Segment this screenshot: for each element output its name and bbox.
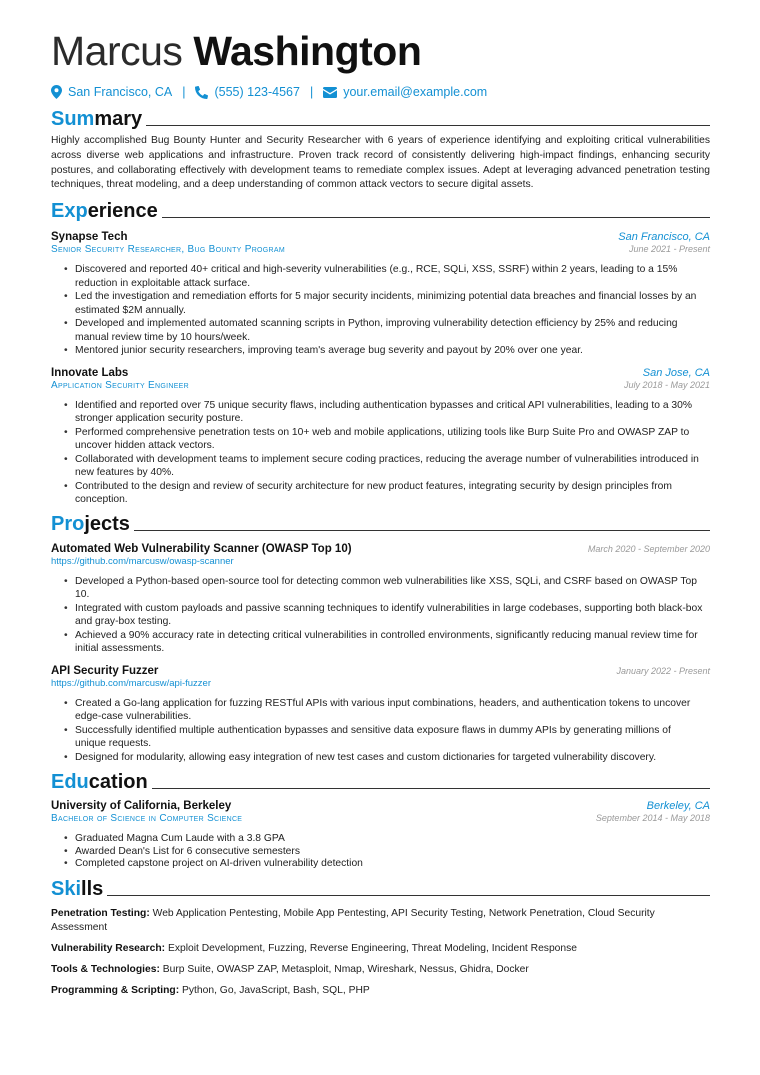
bullet-item: • Collaborated with development teams to implement secure coding practices, reducing the average number of vulnerabilities introduced in new features by 40%. xyxy=(75,453,710,480)
experience-entry xyxy=(51,231,710,358)
section-divider xyxy=(107,895,710,896)
entry-location: San Francisco, CA xyxy=(618,231,710,244)
contact-phone[interactable] xyxy=(195,85,299,99)
bullet-item: • Mentored junior security researchers, improving team's average bug severity and payout by 20% over one year. xyxy=(75,344,710,358)
entry-dates: March 2020 - September 2020 xyxy=(587,543,710,554)
project-entry xyxy=(51,543,710,656)
bullet-item: • Integrated with custom payloads and passive scanning techniques to identify vulnerabilities in large codebases, supporting both black-box and gray-box testing. xyxy=(75,602,710,629)
map-marker-icon xyxy=(51,85,62,99)
section-title: Education xyxy=(51,771,148,794)
skill-category: Tools & Technologies: xyxy=(51,964,160,976)
bullet-item: • Completed capstone project on AI-driven vulnerability detection xyxy=(75,858,710,871)
last-name: Washington xyxy=(193,28,422,74)
skill-row xyxy=(51,907,710,937)
bullet-item: • Achieved a 90% accuracy rate in detecting critical vulnerabilities in controlled environments, significantly reducing manual review time for initial assessments. xyxy=(75,629,710,656)
section-title: Projects xyxy=(51,512,130,535)
bullet-list xyxy=(51,399,710,507)
entry-dates: July 2018 - May 2021 xyxy=(623,379,710,390)
experience-entry xyxy=(51,367,710,507)
summary-heading xyxy=(51,107,710,131)
entry-dates: September 2014 - May 2018 xyxy=(595,813,710,824)
entry-location: San Jose, CA xyxy=(642,366,710,379)
skill-category: Penetration Testing: xyxy=(51,907,150,919)
project-link[interactable]: https://github.com/marcusw/api-fuzzer xyxy=(51,677,211,689)
phone-icon xyxy=(195,86,208,99)
contact-bar xyxy=(51,83,710,101)
skill-category: Programming & Scripting: xyxy=(51,984,180,996)
section-divider xyxy=(146,125,710,126)
section-divider xyxy=(134,530,710,531)
skill-category: Vulnerability Research: xyxy=(51,943,166,955)
skills-heading xyxy=(51,877,710,901)
section-title: Experience xyxy=(51,200,158,223)
section-title: Skills xyxy=(51,877,104,900)
skill-values: Exploit Development, Fuzzing, Reverse Engineering, Threat Modeling, Incident Response xyxy=(167,943,578,955)
bullet-item: • Graduated Magna Cum Laude with a 3.8 GPA xyxy=(75,833,710,846)
company-name: Synapse Tech xyxy=(51,231,128,244)
skill-row xyxy=(51,942,710,957)
location-text: San Francisco, CA xyxy=(68,85,173,99)
bullet-list xyxy=(51,263,710,358)
project-entry xyxy=(51,665,710,765)
entry-dates: June 2021 - Present xyxy=(628,244,710,255)
bullet-item: • Developed and implemented automated scanning scripts in Python, improving vulnerability detection efficiency by 25% and reducing manual review time by 10 hours/week. xyxy=(75,317,710,344)
bullet-item: • Performed comprehensive penetration tests on 10+ web and mobile applications, utilizing tools like Burp Suite Pro and OWASP ZAP to uncover hidden attack vectors. xyxy=(75,426,710,453)
contact-separator: | xyxy=(182,85,186,99)
projects-heading xyxy=(51,512,710,536)
contact-location xyxy=(51,85,172,99)
email-text: your.email@example.com xyxy=(343,85,488,99)
project-link[interactable]: https://github.com/marcusw/owasp-scanner xyxy=(51,555,234,567)
candidate-name xyxy=(51,26,710,76)
envelope-icon xyxy=(323,87,337,98)
skill-row xyxy=(51,963,710,978)
first-name: Marcus xyxy=(51,28,183,74)
experience-heading xyxy=(51,199,710,223)
bullet-list xyxy=(51,697,710,765)
project-name: API Security Fuzzer xyxy=(51,664,159,677)
bullet-list xyxy=(51,833,710,871)
job-title: Senior Security Researcher, Bug Bounty Program xyxy=(51,244,285,256)
bullet-item: • Led the investigation and remediation efforts for 5 major security incidents, minimizing potential data breaches and financial losses by an estimated $2M annually. xyxy=(75,290,710,317)
skill-row xyxy=(51,984,710,999)
section-title: Summary xyxy=(51,108,143,130)
contact-email[interactable] xyxy=(323,85,487,99)
section-divider xyxy=(152,788,710,789)
job-title: Application Security Engineer xyxy=(51,379,189,391)
company-name: Innovate Labs xyxy=(51,366,129,379)
summary-text: Highly accomplished Bug Bounty Hunter and Security Researcher with 6 years of experience identifying and exploiting critical vulnerabilities across diverse web applications and infrastructure. Proven track record of consistently delivering high-impact findings, enhancing security postures, and collaborating effectively with development teams to remediate complex issues. Adept at leveraging advanced penetration testing techniques, threat modeling, and a deep understanding of common attack vectors to secure digital assets. xyxy=(51,135,710,191)
bullet-item: • Awarded Dean's List for 6 consecutive semesters xyxy=(75,846,710,859)
bullet-list xyxy=(51,575,710,656)
skill-values: Python, Go, JavaScript, Bash, SQL, PHP xyxy=(182,984,370,996)
school-name: University of California, Berkeley xyxy=(51,800,232,813)
skill-values: Web Application Pentesting, Mobile App Pentesting, API Security Testing, Network Penetration, Cloud Security Assessment xyxy=(51,907,655,934)
entry-dates: January 2022 - Present xyxy=(616,665,710,676)
entry-location: Berkeley, CA xyxy=(646,800,710,813)
skills-list xyxy=(51,907,710,999)
education-entry xyxy=(51,800,710,871)
bullet-item: • Designed for modularity, allowing easy integration of new test cases and custom dictionaries for targeted vulnerability discovery. xyxy=(75,751,710,765)
bullet-item: • Identified and reported over 75 unique security flaws, including authentication bypasses and critical API vulnerabilities, leading to a 30% stronger application security posture. xyxy=(75,399,710,426)
bullet-item: • Created a Go-lang application for fuzzing RESTful APIs with various input combinations, headers, and authentication tokens to uncover edge-case vulnerabilities. xyxy=(75,697,710,724)
skill-values: Burp Suite, OWASP ZAP, Metasploit, Nmap, Wireshark, Nessus, Ghidra, Docker xyxy=(162,964,529,976)
bullet-item: • Successfully identified multiple authentication bypasses and sensitive data exposure flaws in dummy APIs by generating millions of unique requests. xyxy=(75,724,710,751)
bullet-item: • Developed a Python-based open-source tool for detecting common web vulnerabilities like XSS, SQLi, and CSRF based on OWASP Top 10. xyxy=(75,575,710,602)
education-heading xyxy=(51,770,710,794)
degree-title: Bachelor of Science in Computer Science xyxy=(51,813,243,825)
phone-text: (555) 123-4567 xyxy=(214,85,300,99)
bullet-item: • Discovered and reported 40+ critical and high-severity vulnerabilities (e.g., RCE, SQLi, XSS, SSRF) within 2 years, leading to a 15% reduction in exploitable attack surface. xyxy=(75,263,710,290)
contact-separator: | xyxy=(309,85,314,99)
section-divider xyxy=(162,217,710,218)
project-name: Automated Web Vulnerability Scanner (OWASP Top 10) xyxy=(51,542,352,555)
bullet-item: • Contributed to the design and review of security architecture for new product features, integrating security by design principles from conception. xyxy=(75,480,710,507)
